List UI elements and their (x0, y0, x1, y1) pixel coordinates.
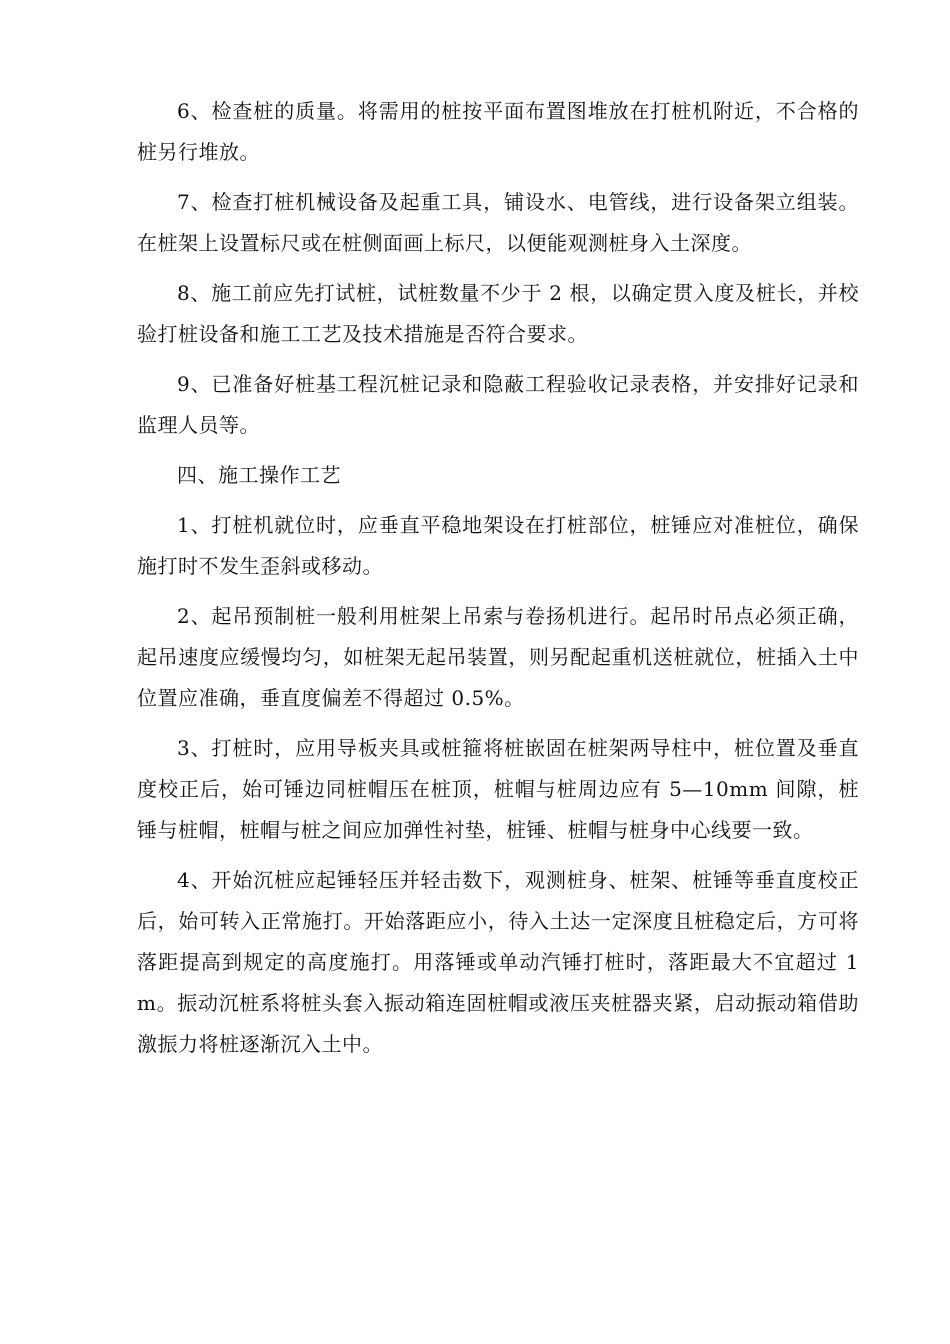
section-heading: 四、施工操作工艺 (177, 463, 341, 487)
paragraph-item-8: 8、施工前应先打试桩，试桩数量不少于 2 根，以确定贯入度及桩长，并校验打桩设备和施工工艺及技术措施是否符合要求。 (137, 281, 859, 346)
paragraph-item-6: 6、检查桩的质量。将需用的桩按平面布置图堆放在打桩机附近，不合格的桩另行堆放。 (137, 99, 859, 164)
paragraph-step-2: 2、起吊预制桩一般利用桩架上吊索与卷扬机进行。起吊时吊点必须正确，起吊速度应缓慢均匀，如桩架无起吊装置，则另配起重机送桩就位，桩插入土中位置应准确，垂直度偏差不得超过 0.5%。 (137, 604, 859, 710)
paragraph-item-9: 9、已准备好桩基工程沉桩记录和隐蔽工程验收记录表格，并安排好记录和监理人员等。 (137, 372, 859, 437)
paragraph-step-1: 1、打桩机就位时，应垂直平稳地架设在打桩部位，桩锤应对准桩位，确保施打时不发生歪斜或移动。 (137, 513, 859, 578)
paragraph-step-3: 3、打桩时，应用导板夹具或桩箍将桩嵌固在桩架两导柱中，桩位置及垂直度校正后，始可锤边同桩帽压在桩顶，桩帽与桩周边应有 5—10mm 间隙，桩锤与桩帽，桩帽与桩之间应加弹性衬垫，桩锤、桩帽与桩身中心线要一致。 (137, 736, 859, 842)
document-body (137, 91, 859, 1074)
paragraph-item-7: 7、检查打桩机械设备及起重工具，铺设水、电管线，进行设备架立组装。在桩架上设置标尺或在桩侧面画上标尺，以便能观测桩身入土深度。 (137, 190, 859, 255)
paragraph-step-4: 4、开始沉桩应起锤轻压并轻击数下，观测桩身、桩架、桩锤等垂直度校正后，始可转入正常施打。开始落距应小，待入土达一定深度且桩稳定后，方可将落距提高到规定的高度施打。用落锤或单动汽锤打桩时，落距最大不宜超过 1m。振动沉桩系将桩头套入振动箱连固桩帽或液压夹桩器夹紧，启动振动箱借助激振力将桩逐渐沉入土中。 (137, 868, 859, 1056)
